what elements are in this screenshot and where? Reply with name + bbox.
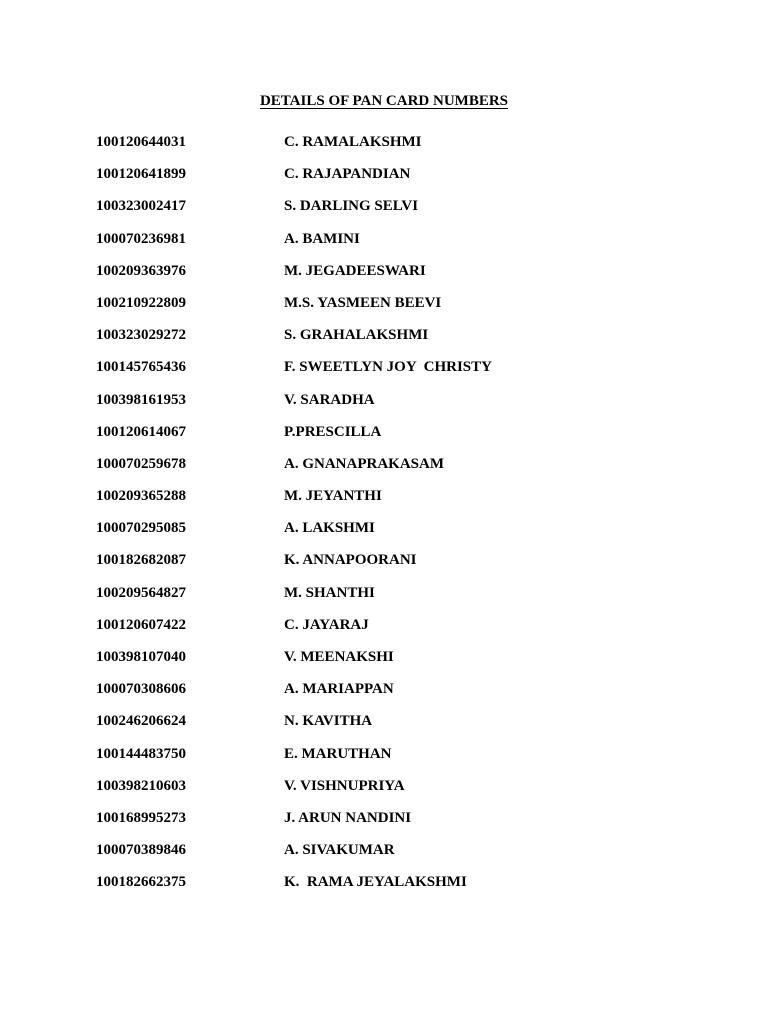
pan-number: 100398210603 bbox=[96, 777, 186, 794]
pan-number: 100209363976 bbox=[96, 262, 186, 279]
holder-name: E. MARUTHAN bbox=[284, 745, 392, 762]
list-item bbox=[96, 486, 696, 518]
holder-name: K. ANNAPOORANI bbox=[284, 552, 417, 569]
list-item bbox=[96, 325, 696, 357]
pan-number: 100398161953 bbox=[96, 391, 186, 408]
list-item bbox=[96, 872, 696, 904]
pan-number: 100070308606 bbox=[96, 681, 186, 698]
holder-name: A. MARIAPPAN bbox=[284, 681, 394, 698]
list-item bbox=[96, 293, 696, 325]
pan-number: 100145765436 bbox=[96, 359, 186, 376]
holder-name: A. BAMINI bbox=[284, 230, 360, 247]
holder-name: V. VISHNUPRIYA bbox=[284, 777, 405, 794]
pan-number: 100120641899 bbox=[96, 166, 186, 183]
holder-name: M.S. YASMEEN BEEVI bbox=[284, 294, 442, 311]
holder-name: J. ARUN NANDINI bbox=[284, 809, 412, 826]
list-item bbox=[96, 744, 696, 776]
holder-name: C. JAYARAJ bbox=[284, 616, 369, 633]
holder-name: V. SARADHA bbox=[284, 391, 375, 408]
pan-number: 100182682087 bbox=[96, 552, 186, 569]
holder-name: P.PRESCILLA bbox=[284, 423, 382, 440]
list-item bbox=[96, 422, 696, 454]
list-item bbox=[96, 711, 696, 743]
pan-list bbox=[96, 132, 696, 905]
pan-number: 100120614067 bbox=[96, 423, 186, 440]
list-item bbox=[96, 518, 696, 550]
holder-name: M. SHANTHI bbox=[284, 584, 375, 601]
pan-number: 100398107040 bbox=[96, 649, 186, 665]
list-item bbox=[96, 261, 696, 293]
pan-number: 100070259678 bbox=[96, 455, 186, 472]
holder-name: M. JEGADEESWARI bbox=[284, 262, 426, 279]
list-item bbox=[96, 132, 696, 164]
list-item bbox=[96, 647, 696, 679]
pan-number: 100182662375 bbox=[96, 874, 186, 891]
list-item bbox=[96, 840, 696, 872]
holder-name: F. SWEETLYN JOY CHRISTY bbox=[284, 359, 492, 376]
list-item bbox=[96, 808, 696, 840]
holder-name: C. RAMALAKSHMI bbox=[284, 134, 422, 150]
list-item bbox=[96, 196, 696, 228]
list-item bbox=[96, 390, 696, 422]
list-item bbox=[96, 615, 696, 647]
list-item bbox=[96, 776, 696, 808]
holder-name: A. LAKSHMI bbox=[284, 520, 375, 537]
list-item bbox=[96, 229, 696, 261]
pan-number: 100209564827 bbox=[96, 584, 186, 601]
page-title bbox=[0, 91, 768, 111]
pan-number: 100120644031 bbox=[96, 134, 186, 150]
pan-number: 100120607422 bbox=[96, 616, 186, 633]
pan-number: 100210922809 bbox=[96, 294, 186, 311]
pan-number: 100070295085 bbox=[96, 520, 186, 537]
holder-name: K. RAMA JEYALAKSHMI bbox=[284, 874, 467, 891]
pan-number: 100070236981 bbox=[96, 230, 186, 247]
pan-number: 100323002417 bbox=[96, 198, 186, 215]
holder-name: C. RAJAPANDIAN bbox=[284, 166, 411, 183]
pan-number: 100323029272 bbox=[96, 327, 186, 344]
list-item bbox=[96, 164, 696, 196]
list-item bbox=[96, 583, 696, 615]
holder-name: A. GNANAPRAKASAM bbox=[284, 455, 444, 472]
pan-number: 100246206624 bbox=[96, 713, 186, 730]
list-item bbox=[96, 550, 696, 582]
list-item bbox=[96, 679, 696, 711]
pan-number: 100168995273 bbox=[96, 809, 186, 826]
pan-number: 100070389846 bbox=[96, 842, 186, 859]
holder-name: A. SIVAKUMAR bbox=[284, 842, 395, 859]
holder-name: M. JEYANTHI bbox=[284, 488, 382, 505]
holder-name: N. KAVITHA bbox=[284, 713, 373, 730]
list-item bbox=[96, 454, 696, 486]
pan-number: 100144483750 bbox=[96, 745, 186, 762]
holder-name: V. MEENAKSHI bbox=[284, 649, 394, 665]
page-title-text: DETAILS OF PAN CARD NUMBERS bbox=[259, 93, 509, 109]
list-item bbox=[96, 357, 696, 389]
holder-name: S. DARLING SELVI bbox=[284, 198, 419, 215]
pan-number: 100209365288 bbox=[96, 488, 186, 505]
holder-name: S. GRAHALAKSHMI bbox=[284, 327, 429, 344]
